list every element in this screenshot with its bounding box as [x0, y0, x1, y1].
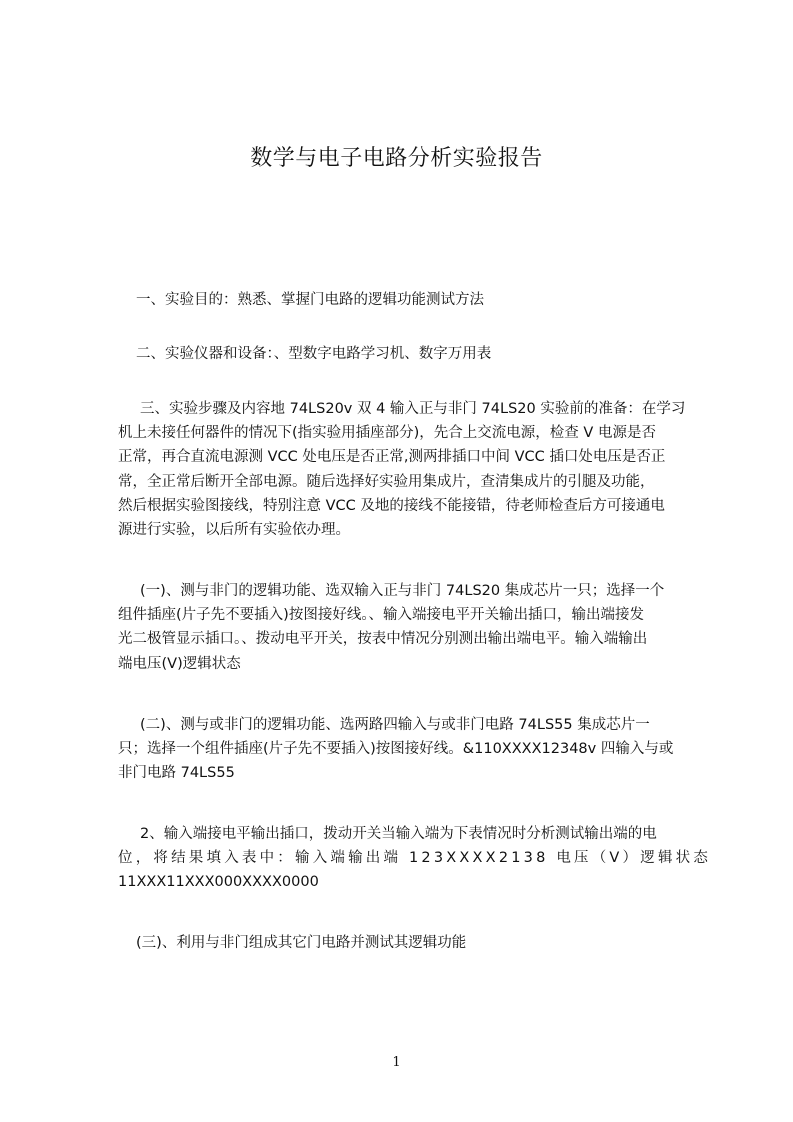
text-line: (一)、测与非门的逻辑功能、选双输入正与非门 74LS20 集成芯片一只；选择一个	[140, 583, 665, 599]
text-line: 机上未接任何器件的情况下(指实验用插座部分)，先合上交流电源，检查 V 电源是否	[118, 425, 656, 442]
text-line: 常，全正常后断开全部电源。随后选择好实验用集成片，查清集成片的引腿及功能，	[118, 473, 655, 490]
text-line: (二)、测与或非门的逻辑功能、选两路四输入与或非门电路 74LS55 集成芯片一	[140, 717, 650, 733]
section-part3	[136, 931, 736, 955]
text-line: 位，将结果填入表中：输入端输出端 123XXXX2138 电压（V）逻辑状态	[118, 850, 712, 867]
section-step2	[114, 822, 714, 895]
text-line: 非门电路 74LS55	[118, 765, 235, 782]
text-line: 2、输入端接电平输出插口，拨动开关当输入端为下表情况时分析测试输出端的电	[140, 826, 657, 842]
text-line: 光二极管显示插口。、拨动电平开关，按表中情况分别测出输出端电平。输入端输出	[118, 631, 648, 648]
section-equipment	[136, 342, 736, 366]
text-line: 组件插座(片子先不要插入)按图接好线。、输入端接电平开关输出插口，输出端接发	[118, 607, 645, 624]
text-line: 正常，再合直流电源测 VCC 处电压是否正常,测两排插口中间 VCC 插口处电压是否正	[118, 449, 666, 466]
section-steps	[114, 397, 714, 542]
section-purpose	[136, 288, 736, 312]
text-line: 端电压(V)逻辑状态	[118, 655, 241, 672]
text-line: (三)、利用与非门组成其它门电路并测试其逻辑功能	[136, 935, 467, 951]
text-line: 二、实验仪器和设备：、型数字电路学习机、数字万用表	[136, 346, 492, 362]
text-line: 三、实验步骤及内容地 74LS20v 双 4 输入正与非门 74LS20 实验前的准备：在学习	[140, 401, 686, 417]
text-line: 11XXX11XXX000XXXX0000	[118, 874, 319, 891]
page-number: 1	[392, 1055, 401, 1070]
text-line: 然后根据实验图接线，特别注意 VCC 及地的接线不能接错，待老师检查后方可接通电	[118, 497, 665, 514]
section-part1	[114, 579, 714, 676]
page-title: 数学与电子电路分析实验报告	[250, 146, 543, 171]
text-line: 只；选择一个组件插座(片子先不要插入)按图接好线。&110XXXX12348v 四输入与或	[118, 741, 674, 758]
text-line: 一、实验目的：熟悉、掌握门电路的逻辑功能测试方法	[136, 292, 484, 308]
text-line: 源进行实验，以后所有实验依办理。	[118, 522, 350, 539]
section-part2	[114, 713, 714, 786]
